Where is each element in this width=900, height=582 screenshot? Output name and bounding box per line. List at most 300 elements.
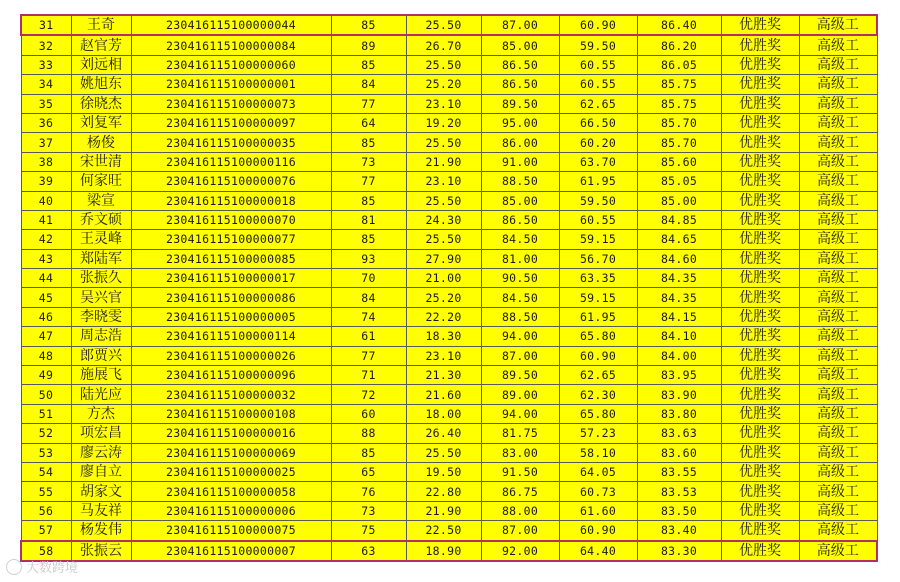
cell-row-number: 44 [21,269,71,288]
cell-score-2: 21.90 [406,152,481,171]
table-row [21,35,877,55]
cell-score-3: 83.00 [481,443,559,462]
cell-score-1: 85 [331,133,406,152]
cell-level: 高级工 [799,172,877,191]
cell-name: 赵官芳 [71,35,131,55]
cell-level: 高级工 [799,55,877,74]
cell-row-number: 41 [21,210,71,229]
cell-score-3: 89.50 [481,366,559,385]
cell-exam-id: 230416115100000016 [131,424,331,443]
cell-total-score: 83.40 [637,521,721,541]
cell-award: 优胜奖 [721,443,799,462]
cell-score-3: 87.00 [481,15,559,35]
cell-score-4: 59.50 [559,191,637,210]
cell-total-score: 84.60 [637,249,721,268]
cell-score-1: 81 [331,210,406,229]
cell-award: 优胜奖 [721,113,799,132]
cell-score-2: 27.90 [406,249,481,268]
cell-total-score: 84.15 [637,307,721,326]
cell-exam-id: 230416115100000070 [131,210,331,229]
cell-score-1: 63 [331,541,406,561]
cell-name: 杨发伟 [71,521,131,541]
cell-exam-id: 230416115100000075 [131,521,331,541]
cell-score-4: 60.90 [559,346,637,365]
cell-total-score: 85.60 [637,152,721,171]
cell-row-number: 36 [21,113,71,132]
cell-row-number: 37 [21,133,71,152]
cell-score-3: 89.00 [481,385,559,404]
cell-total-score: 83.95 [637,366,721,385]
cell-score-1: 85 [331,55,406,74]
cell-score-2: 25.20 [406,288,481,307]
cell-exam-id: 230416115100000007 [131,541,331,561]
cell-score-3: 94.00 [481,404,559,423]
cell-score-4: 66.50 [559,113,637,132]
cell-name: 乔文硕 [71,210,131,229]
cell-total-score: 86.40 [637,15,721,35]
cell-level: 高级工 [799,385,877,404]
cell-level: 高级工 [799,462,877,481]
table-row [21,501,877,520]
cell-award: 优胜奖 [721,191,799,210]
table-row [21,443,877,462]
table-row [21,191,877,210]
cell-level: 高级工 [799,35,877,55]
cell-name: 施展飞 [71,366,131,385]
table-row [21,462,877,481]
cell-name: 王灵峰 [71,230,131,249]
cell-name: 刘远相 [71,55,131,74]
cell-name: 周志浩 [71,327,131,346]
cell-score-2: 23.10 [406,94,481,113]
cell-award: 优胜奖 [721,521,799,541]
cell-score-3: 84.50 [481,230,559,249]
cell-score-2: 23.10 [406,172,481,191]
cell-score-2: 21.90 [406,501,481,520]
cell-row-number: 39 [21,172,71,191]
cell-score-1: 76 [331,482,406,501]
cell-row-number: 48 [21,346,71,365]
cell-row-number: 31 [21,15,71,35]
cell-award: 优胜奖 [721,15,799,35]
cell-score-3: 91.00 [481,152,559,171]
cell-score-2: 21.30 [406,366,481,385]
cell-award: 优胜奖 [721,230,799,249]
cell-row-number: 55 [21,482,71,501]
cell-score-2: 18.30 [406,327,481,346]
cell-score-4: 56.70 [559,249,637,268]
watermark-text: 大数跨境 [26,561,79,576]
cell-exam-id: 230416115100000026 [131,346,331,365]
cell-name: 吴兴官 [71,288,131,307]
table-row [21,55,877,74]
results-sheet [20,14,876,562]
cell-score-4: 61.95 [559,307,637,326]
cell-total-score: 83.55 [637,462,721,481]
cell-score-3: 92.00 [481,541,559,561]
cell-score-1: 73 [331,152,406,171]
cell-score-1: 85 [331,15,406,35]
cell-level: 高级工 [799,152,877,171]
cell-score-4: 60.90 [559,15,637,35]
cell-exam-id: 230416115100000060 [131,55,331,74]
cell-level: 高级工 [799,288,877,307]
cell-score-4: 65.80 [559,404,637,423]
cell-exam-id: 230416115100000085 [131,249,331,268]
cell-row-number: 52 [21,424,71,443]
cell-total-score: 85.70 [637,113,721,132]
cell-exam-id: 230416115100000116 [131,152,331,171]
cell-level: 高级工 [799,15,877,35]
cell-level: 高级工 [799,443,877,462]
cell-exam-id: 230416115100000001 [131,75,331,94]
cell-score-3: 95.00 [481,113,559,132]
cell-total-score: 83.30 [637,541,721,561]
table-row [21,346,877,365]
cell-score-1: 77 [331,346,406,365]
table-row [21,307,877,326]
cell-total-score: 86.20 [637,35,721,55]
cell-name: 李晓雯 [71,307,131,326]
cell-exam-id: 230416115100000086 [131,288,331,307]
cell-name: 姚旭东 [71,75,131,94]
cell-score-2: 25.50 [406,15,481,35]
cell-total-score: 83.50 [637,501,721,520]
table-row [21,133,877,152]
cell-exam-id: 230416115100000018 [131,191,331,210]
cell-score-4: 60.73 [559,482,637,501]
cell-score-1: 85 [331,443,406,462]
cell-award: 优胜奖 [721,133,799,152]
cell-score-1: 60 [331,404,406,423]
cell-row-number: 32 [21,35,71,55]
cell-level: 高级工 [799,230,877,249]
cell-row-number: 35 [21,94,71,113]
cell-total-score: 84.00 [637,346,721,365]
cell-total-score: 85.05 [637,172,721,191]
cell-level: 高级工 [799,249,877,268]
cell-score-4: 65.80 [559,327,637,346]
cell-score-1: 70 [331,269,406,288]
table-row [21,15,877,35]
cell-exam-id: 230416115100000025 [131,462,331,481]
cell-name: 廖自立 [71,462,131,481]
cell-score-2: 25.50 [406,443,481,462]
cell-level: 高级工 [799,113,877,132]
cell-score-4: 60.55 [559,210,637,229]
cell-score-1: 77 [331,94,406,113]
cell-award: 优胜奖 [721,385,799,404]
cell-award: 优胜奖 [721,462,799,481]
cell-level: 高级工 [799,424,877,443]
cell-level: 高级工 [799,366,877,385]
cell-name: 杨俊 [71,133,131,152]
table-row [21,269,877,288]
cell-level: 高级工 [799,269,877,288]
table-row [21,172,877,191]
cell-exam-id: 230416115100000073 [131,94,331,113]
cell-level: 高级工 [799,501,877,520]
cell-score-3: 86.50 [481,210,559,229]
cell-total-score: 84.10 [637,327,721,346]
cell-row-number: 58 [21,541,71,561]
cell-score-3: 88.50 [481,307,559,326]
table-row [21,230,877,249]
cell-row-number: 51 [21,404,71,423]
cell-score-2: 18.00 [406,404,481,423]
cell-row-number: 34 [21,75,71,94]
cell-score-4: 64.40 [559,541,637,561]
cell-score-2: 19.50 [406,462,481,481]
cell-row-number: 57 [21,521,71,541]
cell-award: 优胜奖 [721,249,799,268]
cell-score-2: 25.50 [406,55,481,74]
cell-level: 高级工 [799,75,877,94]
cell-total-score: 85.70 [637,133,721,152]
cell-exam-id: 230416115100000114 [131,327,331,346]
cell-score-1: 73 [331,501,406,520]
cell-award: 优胜奖 [721,366,799,385]
cell-total-score: 84.35 [637,288,721,307]
cell-total-score: 84.35 [637,269,721,288]
cell-row-number: 53 [21,443,71,462]
cell-award: 优胜奖 [721,327,799,346]
watermark [6,557,78,576]
cell-exam-id: 230416115100000097 [131,113,331,132]
cell-exam-id: 230416115100000058 [131,482,331,501]
cell-total-score: 86.05 [637,55,721,74]
cell-row-number: 33 [21,55,71,74]
table-row [21,152,877,171]
cell-score-4: 61.60 [559,501,637,520]
cell-exam-id: 230416115100000108 [131,404,331,423]
cell-level: 高级工 [799,482,877,501]
cell-name: 郎贾兴 [71,346,131,365]
cell-level: 高级工 [799,541,877,561]
cell-score-2: 24.30 [406,210,481,229]
table-row [21,366,877,385]
cell-score-3: 85.00 [481,191,559,210]
table-row [21,249,877,268]
cell-score-4: 64.05 [559,462,637,481]
cell-exam-id: 230416115100000006 [131,501,331,520]
cell-total-score: 85.00 [637,191,721,210]
cell-score-3: 87.00 [481,521,559,541]
cell-score-3: 87.00 [481,346,559,365]
cell-level: 高级工 [799,307,877,326]
cell-score-3: 86.50 [481,55,559,74]
cell-level: 高级工 [799,210,877,229]
cell-score-4: 59.50 [559,35,637,55]
watermark-logo-icon [6,559,22,575]
cell-score-1: 74 [331,307,406,326]
cell-award: 优胜奖 [721,55,799,74]
cell-name: 马友祥 [71,501,131,520]
table-row [21,75,877,94]
cell-total-score: 83.90 [637,385,721,404]
cell-row-number: 42 [21,230,71,249]
cell-award: 优胜奖 [721,210,799,229]
cell-award: 优胜奖 [721,75,799,94]
results-table [20,14,878,562]
cell-score-2: 25.50 [406,191,481,210]
cell-score-2: 25.50 [406,133,481,152]
cell-row-number: 50 [21,385,71,404]
cell-score-2: 19.20 [406,113,481,132]
cell-score-1: 65 [331,462,406,481]
cell-name: 王奇 [71,15,131,35]
cell-row-number: 38 [21,152,71,171]
cell-exam-id: 230416115100000032 [131,385,331,404]
cell-score-3: 84.50 [481,288,559,307]
cell-score-2: 22.20 [406,307,481,326]
cell-score-1: 85 [331,191,406,210]
table-row [21,541,877,561]
cell-level: 高级工 [799,327,877,346]
cell-award: 优胜奖 [721,288,799,307]
cell-name: 郑陆军 [71,249,131,268]
cell-score-2: 26.70 [406,35,481,55]
cell-total-score: 85.75 [637,75,721,94]
cell-score-1: 93 [331,249,406,268]
cell-name: 刘复军 [71,113,131,132]
cell-row-number: 47 [21,327,71,346]
cell-score-1: 61 [331,327,406,346]
cell-score-1: 84 [331,288,406,307]
cell-level: 高级工 [799,404,877,423]
table-row [21,327,877,346]
cell-score-3: 86.50 [481,75,559,94]
cell-total-score: 83.60 [637,443,721,462]
cell-score-4: 63.70 [559,152,637,171]
cell-score-3: 88.50 [481,172,559,191]
cell-exam-id: 230416115100000084 [131,35,331,55]
table-row [21,385,877,404]
cell-score-3: 88.00 [481,501,559,520]
cell-level: 高级工 [799,133,877,152]
cell-row-number: 46 [21,307,71,326]
table-row [21,482,877,501]
cell-exam-id: 230416115100000017 [131,269,331,288]
cell-score-2: 23.10 [406,346,481,365]
cell-score-4: 62.65 [559,94,637,113]
cell-score-2: 25.50 [406,230,481,249]
cell-exam-id: 230416115100000076 [131,172,331,191]
cell-score-3: 89.50 [481,94,559,113]
cell-total-score: 85.75 [637,94,721,113]
cell-level: 高级工 [799,191,877,210]
cell-row-number: 49 [21,366,71,385]
cell-level: 高级工 [799,94,877,113]
cell-score-4: 62.65 [559,366,637,385]
cell-score-1: 77 [331,172,406,191]
cell-name: 何家旺 [71,172,131,191]
cell-score-1: 88 [331,424,406,443]
cell-score-4: 62.30 [559,385,637,404]
cell-award: 优胜奖 [721,424,799,443]
cell-exam-id: 230416115100000005 [131,307,331,326]
cell-score-2: 25.20 [406,75,481,94]
cell-award: 优胜奖 [721,541,799,561]
cell-score-3: 94.00 [481,327,559,346]
cell-name: 胡家文 [71,482,131,501]
cell-score-4: 60.55 [559,55,637,74]
cell-level: 高级工 [799,346,877,365]
cell-exam-id: 230416115100000044 [131,15,331,35]
cell-score-1: 85 [331,230,406,249]
table-row [21,113,877,132]
cell-score-4: 60.90 [559,521,637,541]
cell-score-3: 91.50 [481,462,559,481]
cell-score-3: 86.00 [481,133,559,152]
cell-score-3: 81.00 [481,249,559,268]
cell-score-4: 57.23 [559,424,637,443]
table-row [21,210,877,229]
cell-award: 优胜奖 [721,35,799,55]
cell-award: 优胜奖 [721,172,799,191]
cell-name: 梁宣 [71,191,131,210]
cell-award: 优胜奖 [721,501,799,520]
cell-score-4: 61.95 [559,172,637,191]
cell-name: 陆光应 [71,385,131,404]
table-row [21,288,877,307]
cell-award: 优胜奖 [721,346,799,365]
cell-name: 方杰 [71,404,131,423]
cell-score-4: 60.20 [559,133,637,152]
cell-score-1: 64 [331,113,406,132]
cell-score-4: 59.15 [559,230,637,249]
cell-row-number: 56 [21,501,71,520]
cell-name: 廖云涛 [71,443,131,462]
cell-exam-id: 230416115100000035 [131,133,331,152]
cell-name: 宋世清 [71,152,131,171]
cell-total-score: 84.65 [637,230,721,249]
cell-score-4: 58.10 [559,443,637,462]
cell-exam-id: 230416115100000069 [131,443,331,462]
cell-row-number: 40 [21,191,71,210]
cell-score-2: 18.90 [406,541,481,561]
cell-award: 优胜奖 [721,94,799,113]
cell-award: 优胜奖 [721,482,799,501]
cell-row-number: 43 [21,249,71,268]
cell-score-3: 90.50 [481,269,559,288]
cell-score-4: 60.55 [559,75,637,94]
cell-score-1: 84 [331,75,406,94]
cell-level: 高级工 [799,521,877,541]
cell-score-1: 89 [331,35,406,55]
cell-award: 优胜奖 [721,307,799,326]
cell-score-1: 75 [331,521,406,541]
cell-total-score: 83.53 [637,482,721,501]
cell-award: 优胜奖 [721,404,799,423]
cell-name: 张振云 [71,541,131,561]
cell-score-3: 85.00 [481,35,559,55]
cell-award: 优胜奖 [721,269,799,288]
cell-award: 优胜奖 [721,152,799,171]
cell-total-score: 83.80 [637,404,721,423]
cell-row-number: 45 [21,288,71,307]
cell-row-number: 54 [21,462,71,481]
cell-total-score: 84.85 [637,210,721,229]
cell-score-3: 81.75 [481,424,559,443]
table-row [21,521,877,541]
table-row [21,94,877,113]
cell-score-3: 86.75 [481,482,559,501]
cell-score-1: 71 [331,366,406,385]
table-row [21,424,877,443]
cell-exam-id: 230416115100000077 [131,230,331,249]
cell-score-2: 21.00 [406,269,481,288]
